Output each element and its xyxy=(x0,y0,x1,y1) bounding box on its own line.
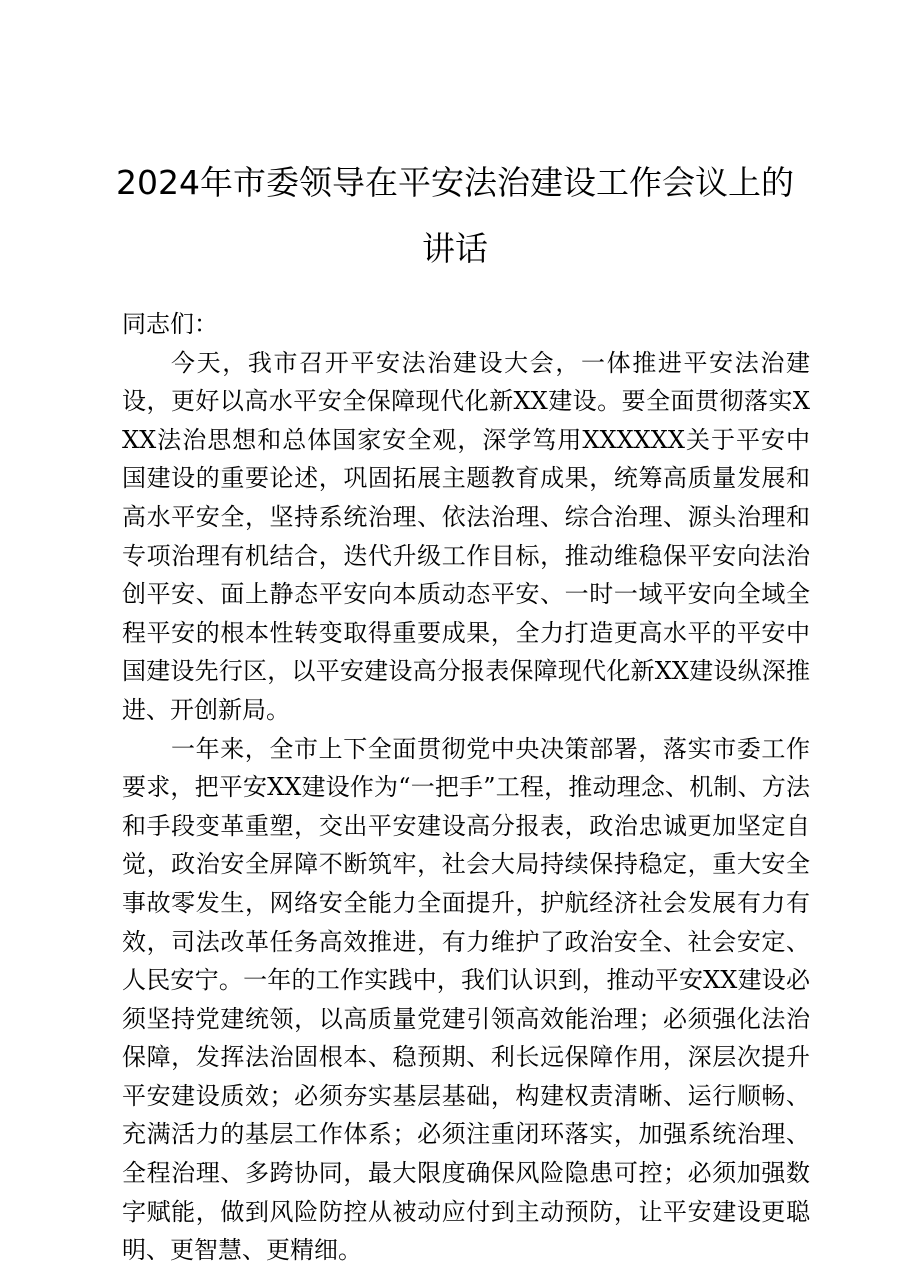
document-title: 2024年市委领导在平安法治建设工作会议上的讲话 xyxy=(116,163,794,268)
paragraph-2: 一年来，全市上下全面贯彻党中央决策部署，落实市委工作要求，把平安XX建设作为“一把手”工程，推动理念、机制、方法和手段变革重塑，交出平安建设高分报表，政治忠诚更加坚定自觉，政治安全屏障不断筑牢，社会大局持续保持稳定，重大安全事故零发生，网络安全能力全面提升，护航经济社会发展有力有效，司法改革任务高效推进，有力维护了政治安全、社会安定、人民安宁。一年的工作实践中，我们认识到，推动平安XX建设必须坚持党建统领，以高质量党建引领高效能治理；必须强化法治保障，发挥法治固根本、稳预期、利长远保障作用，深层次提升平安建设质效；必须夯实基层基础，构建权责清晰、运行顺畅、充满活力的基层工作体系；必须注重闭环落实，加强系统治理、全程治理、多跨协同，最大限度确保风险隐患可控；必须加强数字赋能，做到风险防控从被动应付到主动预防，让平安建设更聪明、更智慧、更精细。 xyxy=(122,734,810,1265)
salutation: 同志们： xyxy=(122,310,218,338)
paragraph-1: 今天，我市召开平安法治建设大会，一体推进平安法治建设，更好以高水平安全保障现代化新XX建设。要全面贯彻落实XXX法治思想和总体国家安全观，深学笃用XXXXXX关于平安中国建设的重要论述，巩固拓展主题教育成果，统筹高质量发展和高水平安全，坚持系统治理、依法治理、综合治理、源头治理和专项治理有机结合，迭代升级工作目标，推动维稳保平安向法治创平安、面上静态平安向本质动态平安、一时一域平安向全域全程平安的根本性转变取得重要成果，全力打造更高水平的平安中国建设先行区，以平安建设高分报表保障现代化新XX建设纵深推进、开创新局。 xyxy=(122,348,810,724)
document-body xyxy=(122,305,810,1270)
